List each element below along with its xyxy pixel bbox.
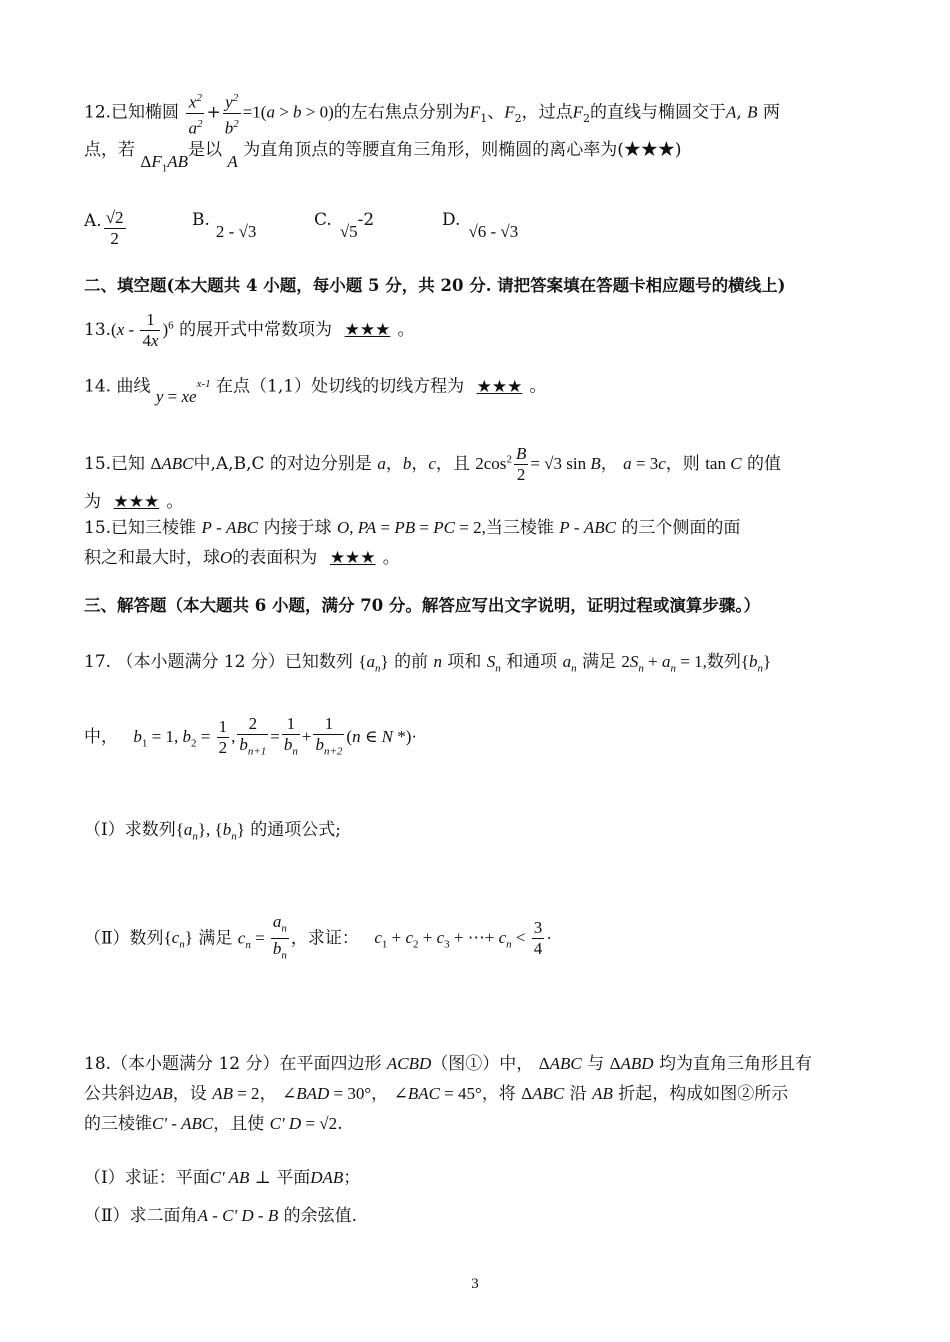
q15b-line1: 15.已知三棱锥 P - ABC 内接于球 O, PA = PB = PC = 2,当三棱锥 P - ABC 的三个侧面的面	[84, 518, 741, 538]
q17-part2: （Ⅱ）数列$\{c_n\}$ 满足 $c_n$ = $\frac{a_n}{b_n}$ ，求证： $c_1 + c_2 + c_3$ + ⋯+ $c_n$ < $\frac{3}{4}$ ·	[84, 912, 552, 962]
option-c: C.√5-2	[314, 210, 375, 241]
ellipse-y-term: $\frac{y^2}{b^2}$	[223, 88, 241, 138]
q12-number: 12.	[84, 102, 112, 123]
q18-line1: 18.（本小题满分 12 分）在平面四边形 ACBD（图①）中， ΔABC 与 ΔABD 均为直角三角形且有	[84, 1054, 812, 1074]
section-3-heading: 三、解答题（本大题共 6 小题，满分 70 分。解答应写出文字说明，证明过程或演算步骤。）	[84, 596, 761, 615]
q17-line1: 17. （本小题满分 12 分）已知数列 $\{a_n\}$ 的前 n 项和 $S_n$ 和通项 $a_n$ 满足 $2S_n + a_n = 1$,数列$\{b_n\}$	[84, 652, 772, 675]
q17-line2: 中， $b_1 = 1$, $b_2$ = $\frac{1}{2}$ , $\frac{2}{b_{n+1}}$ = $\frac{1}{b_n}$ + $\frac{1}{b_{n+2}}$ (n ∈ N *)·	[84, 714, 418, 758]
q12-options	[84, 208, 519, 249]
q18-line2: 公共斜边AB，设 AB = 2， ∠BAD = 30°， ∠BAC = 45°，将 ΔABC 沿 AB 折起，构成如图②所示	[84, 1084, 789, 1104]
q14: 14. 曲线 $y = xe^{x-1}$ 在点（1,1）处切线的切线方程为 ★★★ 。	[84, 376, 547, 406]
q15a-answer-blank: ★★★	[113, 492, 160, 512]
q17-part1: （Ⅰ）求数列$\{a_n\}$, $\{b_n\}$ 的通项公式;	[84, 820, 342, 843]
option-d: D.√6 - √3	[442, 210, 519, 241]
q13: 13.(x - $\frac{1}{4x}$ )$^6$ 的展开式中常数项为 ★★★ 。	[84, 310, 415, 350]
q18-part2: （Ⅱ）求二面角A - C' D - B 的余弦值.	[84, 1206, 358, 1226]
q15a-line2: 为 ★★★ 。	[84, 492, 184, 512]
q13-answer-blank: ★★★	[344, 320, 391, 340]
page-number: 3	[471, 1276, 479, 1292]
q14-answer-blank: ★★★	[476, 376, 523, 397]
q15a-line1: 15.已知 ΔABC中,A,B,C 的对边分别是 a，b，c，且 $2\cos^2$ $\frac{B}{2}$ = √3 sin B， a = 3c，则 tan C 的值	[84, 444, 781, 484]
q18-part1: （Ⅰ）求证：平面C' AB ⊥ 平面DAB；	[84, 1168, 361, 1188]
section-2-heading: 二、填空题(本大题共 4 小题，每小题 5 分，共 20 分. 请把答案填在答题卡相应题号的横线上)	[84, 276, 786, 295]
ellipse-x-term: $\frac{x^2}{a^2}$	[186, 88, 204, 138]
option-b: B.2 - √3	[192, 210, 257, 241]
q15b-answer-blank: ★★★	[329, 548, 376, 568]
q12-line1: 12.已知椭圆 $\frac{x^2}{a^2}$ + $\frac{y^2}{b^2}$ =1(a > b > 0)的左右焦点分别为$F_1$、$F_2$，过点$F_2$的直线与椭圆交于A, B 两	[84, 88, 780, 138]
q12-line2: 点，若 $\Delta F_1AB$是以 A 为直角顶点的等腰直角三角形，则椭圆的离心率为(★★★)	[84, 140, 682, 175]
q18-line3: 的三棱锥C' - ABC，且使 C' D = √2.	[84, 1114, 343, 1134]
q15b-line2: 积之和最大时，球O的表面积为 ★★★ 。	[84, 548, 400, 568]
option-a: A. $\frac{√2}{2}$	[84, 208, 124, 248]
